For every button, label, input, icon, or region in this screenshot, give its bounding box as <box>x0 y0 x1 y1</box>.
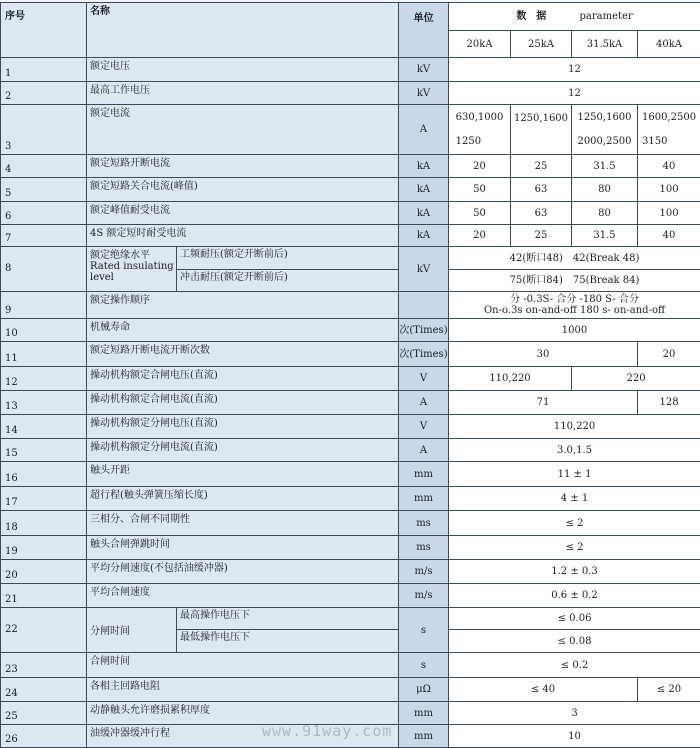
table-row <box>1 391 700 415</box>
rating-31-5ka: 31.5kA <box>572 31 638 58</box>
row-number: 26 <box>1 725 87 748</box>
operating-sequence-en: On-o.3s on-and-off 180 s- on-and-off <box>484 305 665 316</box>
row-name: 触头开距 <box>87 462 399 487</box>
insulation-label-en2: level <box>90 272 114 283</box>
row-value: 31.5 <box>572 225 638 247</box>
row-number: 7 <box>1 225 87 247</box>
row-name: 动静触头允许磨损累积厚度 <box>87 702 399 725</box>
table-row <box>1 536 700 560</box>
row-value: 63 <box>511 202 572 225</box>
row-unit: kA <box>399 155 449 178</box>
table-row <box>1 178 700 202</box>
impulse-value: 75(断口84) 75(Break 84) <box>449 270 700 292</box>
col-unit-header: 单位 <box>399 3 449 58</box>
row-unit: ms <box>399 536 449 560</box>
row-number: 11 <box>1 342 87 367</box>
table-row <box>1 415 700 439</box>
row-value: 11 ± 1 <box>449 462 700 487</box>
row-value: 10 <box>449 725 700 748</box>
row-name: 各相主回路电阻 <box>87 678 399 702</box>
row-value: 80 <box>572 178 638 202</box>
row-unit: kA <box>399 178 449 202</box>
current-value: 2000,2500 <box>577 136 631 147</box>
row-value: 110,220 <box>449 415 700 439</box>
max-voltage-value: ≤ 0.06 <box>449 608 700 630</box>
row-unit: V <box>399 367 449 391</box>
row-name: 油缓冲器缓冲行程 <box>87 725 399 748</box>
impulse-label: 冲击耐压(额定开断前后) <box>177 270 399 292</box>
row-name: 触头合闸弹跳时间 <box>87 536 399 560</box>
row-number: 1 <box>1 58 87 82</box>
row-unit: 次(Times) <box>399 319 449 342</box>
power-frequency-label: 工频耐压(额定开断前后) <box>177 247 399 270</box>
row-name: 额定电压 <box>87 58 399 82</box>
row-number: 10 <box>1 319 87 342</box>
row-value: 1000 <box>449 319 700 342</box>
row-unit: m/s <box>399 584 449 608</box>
row-value: 100 <box>638 178 700 202</box>
data-title-en: parameter <box>580 11 633 22</box>
rating-20ka: 20kA <box>449 31 511 58</box>
row-value: 110,220 <box>449 367 572 391</box>
col-no-header: 序号 <box>1 3 87 58</box>
row-value: 30 <box>449 342 638 367</box>
row-value: ≤ 2 <box>449 536 700 560</box>
table-row <box>1 367 700 391</box>
row-name: 操动机构额定分闸电流(直流) <box>87 439 399 462</box>
insulation-label-en1: Rated insulating <box>90 261 174 272</box>
row-unit: ms <box>399 511 449 536</box>
row-unit: kV <box>399 58 449 82</box>
row-value: 40 <box>638 225 700 247</box>
row-value: 20 <box>449 155 511 178</box>
row-unit: A <box>399 391 449 415</box>
row-unit: s <box>399 653 449 678</box>
row-name: 操动机构额定合闸电压(直流) <box>87 367 399 391</box>
row-number: 15 <box>1 439 87 462</box>
row-value: 100 <box>638 202 700 225</box>
row-value: 220 <box>572 367 700 391</box>
data-title: 数 据 <box>516 11 546 22</box>
table-row <box>1 225 700 247</box>
table-row <box>1 511 700 536</box>
row-value: 1.2 ± 0.3 <box>449 560 700 584</box>
current-value: 1250 <box>456 136 481 147</box>
min-voltage-value: ≤ 0.08 <box>449 630 700 653</box>
row-unit: V <box>399 415 449 439</box>
row-value: 31.5 <box>572 155 638 178</box>
row-number: 16 <box>1 462 87 487</box>
row-value: 20 <box>449 225 511 247</box>
row-number: 5 <box>1 178 87 202</box>
row-name: 额定短路关合电流(峰值) <box>87 178 399 202</box>
row-number: 13 <box>1 391 87 415</box>
row-name: 三相分、合闸不同期性 <box>87 511 399 536</box>
row-number: 2 <box>1 82 87 105</box>
row-unit: 次(Times) <box>399 342 449 367</box>
current-25ka: 1250,1600 <box>511 105 572 155</box>
table-row <box>1 292 700 319</box>
table-row <box>1 560 700 584</box>
row-value: 3 <box>449 702 700 725</box>
rating-40ka: 40kA <box>638 31 700 58</box>
row-unit: kV <box>399 247 449 292</box>
row-number: 12 <box>1 367 87 391</box>
row-value: 40 <box>638 155 700 178</box>
table-row <box>1 82 700 105</box>
row-name: 平均分闸速度(不包括油缓冲器) <box>87 560 399 584</box>
row-name: 额定短路开断电流开断次数 <box>87 342 399 367</box>
current-value: 630,1000 <box>456 112 504 123</box>
row-number: 14 <box>1 415 87 439</box>
row-number: 17 <box>1 487 87 511</box>
row-unit: A <box>399 439 449 462</box>
table-row <box>1 247 700 270</box>
watermark: www.91way.com <box>262 722 392 740</box>
row-value: ≤ 0.2 <box>449 653 700 678</box>
table-row <box>1 487 700 511</box>
row-name: 最高工作电压 <box>87 82 399 105</box>
row-name: 分闸时间 <box>87 608 177 653</box>
row-name: 4S 额定短时耐受电流 <box>87 225 399 247</box>
current-20ka <box>449 105 511 155</box>
parameter-table <box>0 2 700 748</box>
table-row <box>1 608 700 630</box>
operating-sequence <box>449 292 700 319</box>
row-unit: kA <box>399 202 449 225</box>
row-name: 操动机构额定合闸电流(直流) <box>87 391 399 415</box>
row-value: 50 <box>449 178 511 202</box>
row-name: 额定电流 <box>87 105 399 155</box>
table-row <box>1 155 700 178</box>
row-unit: mm <box>399 725 449 748</box>
table-row <box>1 653 700 678</box>
table-row <box>1 202 700 225</box>
current-40ka <box>638 105 700 155</box>
current-value: 1600,2500 <box>642 112 696 123</box>
row-value: 128 <box>638 391 700 415</box>
row-unit: m/s <box>399 560 449 584</box>
row-name: 操动机构额定分闸电压(直流) <box>87 415 399 439</box>
operating-sequence-cn: 分 -0.3S- 合分 -180 S- 合分 <box>510 294 639 305</box>
row-number: 8 <box>1 247 87 292</box>
row-value: 25 <box>511 155 572 178</box>
row-unit: mm <box>399 702 449 725</box>
row-number: 3 <box>1 105 87 155</box>
row-value: 25 <box>511 225 572 247</box>
row-unit: kA <box>399 225 449 247</box>
row-value: 3.0,1.5 <box>449 439 700 462</box>
row-value: ≤ 40 <box>449 678 638 702</box>
table-row <box>1 584 700 608</box>
row-number: 21 <box>1 584 87 608</box>
row-unit: A <box>399 105 449 155</box>
row-number: 23 <box>1 653 87 678</box>
row-number: 9 <box>1 292 87 319</box>
row-unit: s <box>399 608 449 653</box>
row-name: 额定峰值耐受电流 <box>87 202 399 225</box>
row-number: 20 <box>1 560 87 584</box>
col-name-header: 名称 <box>87 3 399 58</box>
row-name: 合闸时间 <box>87 653 399 678</box>
row-name: 超行程(触头弹簧压缩长度) <box>87 487 399 511</box>
row-value: 80 <box>572 202 638 225</box>
row-number: 25 <box>1 702 87 725</box>
row-unit: mm <box>399 462 449 487</box>
row-name: 额定操作顺序 <box>87 292 399 319</box>
row-number: 4 <box>1 155 87 178</box>
insulation-label-cn: 额定绝缘水平 <box>90 250 150 261</box>
max-voltage-label: 最高操作电压下 <box>177 608 399 630</box>
current-31-5ka <box>572 105 638 155</box>
row-value: 0.6 ± 0.2 <box>449 584 700 608</box>
row-number: 18 <box>1 511 87 536</box>
row-value: 12 <box>449 82 700 105</box>
table-row <box>1 678 700 702</box>
min-voltage-label: 最低操作电压下 <box>177 630 399 653</box>
table-row <box>1 462 700 487</box>
rating-25ka: 25kA <box>511 31 572 58</box>
table-row <box>1 319 700 342</box>
row-name: 平均合闸速度 <box>87 584 399 608</box>
table-row <box>1 105 700 155</box>
row-unit <box>399 292 449 319</box>
row-number: 6 <box>1 202 87 225</box>
power-frequency-value: 42(断口48) 42(Break 48) <box>449 247 700 270</box>
insulation-label <box>87 247 177 292</box>
row-unit: kV <box>399 82 449 105</box>
row-value: 71 <box>449 391 638 415</box>
row-value: ≤ 2 <box>449 511 700 536</box>
row-number: 24 <box>1 678 87 702</box>
row-name: 额定短路开断电流 <box>87 155 399 178</box>
row-unit: mm <box>399 487 449 511</box>
row-value: ≤ 20 <box>638 678 700 702</box>
row-name: 机械寿命 <box>87 319 399 342</box>
table-row <box>1 439 700 462</box>
row-number: 19 <box>1 536 87 560</box>
table-row <box>1 58 700 82</box>
table-row <box>1 342 700 367</box>
current-value: 1250,1600 <box>577 112 631 123</box>
row-value: 50 <box>449 202 511 225</box>
header-row <box>1 3 700 31</box>
row-value: 4 ± 1 <box>449 487 700 511</box>
row-unit: μΩ <box>399 678 449 702</box>
row-value: 63 <box>511 178 572 202</box>
row-value: 12 <box>449 58 700 82</box>
row-value: 20 <box>638 342 700 367</box>
row-number: 22 <box>1 608 87 653</box>
col-data-header <box>449 3 700 31</box>
current-value: 3150 <box>642 136 667 147</box>
